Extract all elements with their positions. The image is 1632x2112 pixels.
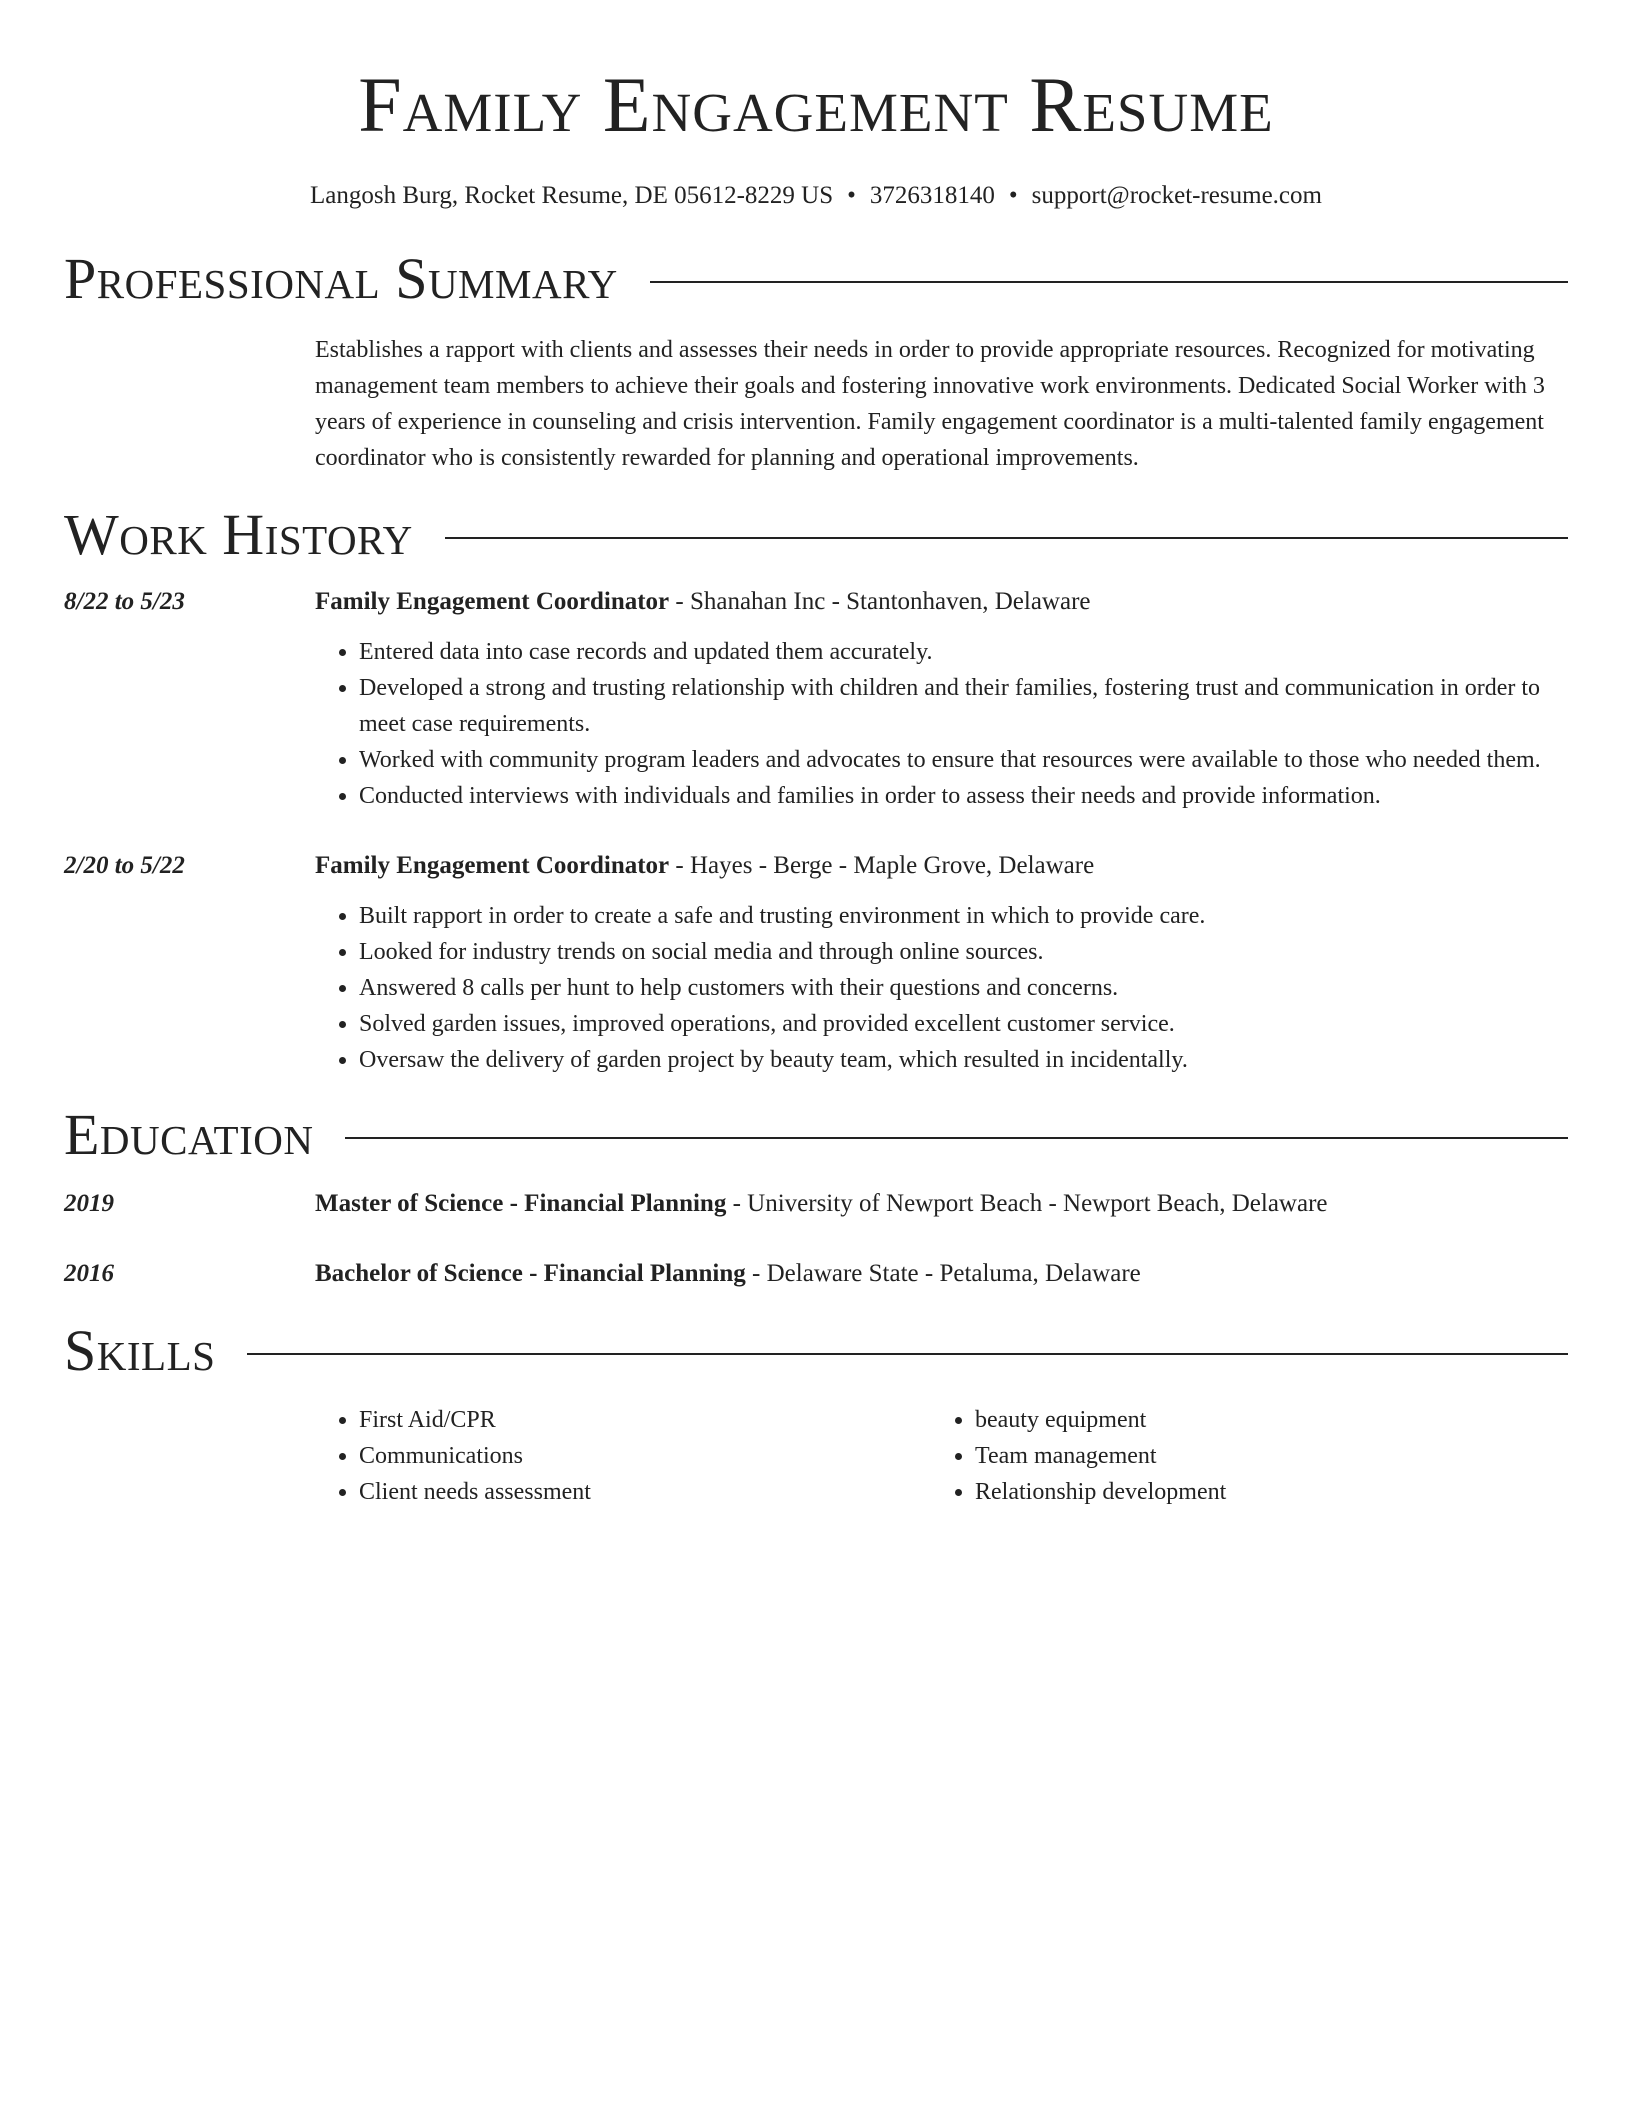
- job-bullets: [315, 898, 1568, 1078]
- list-item: • Answered 8 calls per hunt to help customers with their questions and concerns.: [359, 970, 1568, 1006]
- skills-column-left: [315, 1402, 931, 1510]
- contact-separator: •: [1008, 181, 1018, 209]
- skill-item: • Communications: [359, 1438, 931, 1474]
- section-professional-summary: [64, 245, 1568, 476]
- job-entry: [64, 584, 1568, 814]
- section-divider: [445, 537, 1568, 539]
- skill-item: • beauty equipment: [975, 1402, 1547, 1438]
- job-heading: [315, 848, 1568, 884]
- skills-grid: [315, 1402, 1568, 1510]
- education-year: 2016: [64, 1259, 114, 1287]
- skill-item: • Relationship development: [975, 1474, 1547, 1510]
- job-dates: 2/20 to 5/22: [64, 851, 185, 879]
- job-entry: [64, 848, 1568, 1078]
- section-heading: Education: [64, 1101, 314, 1167]
- job-body: [315, 848, 1568, 1078]
- job-body: [315, 584, 1568, 814]
- education-body: [315, 1256, 1568, 1292]
- job-dates: 8/22 to 5/23: [64, 587, 185, 615]
- education-degree: Master of Science - Financial Planning: [315, 1189, 727, 1217]
- section-header: [64, 245, 1568, 311]
- contact-address: Langosh Burg, Rocket Resume, DE 05612-8229 US: [310, 181, 834, 209]
- section-skills: [64, 1317, 1568, 1510]
- list-item: • Solved garden issues, improved operations, and provided excellent customer service.: [359, 1006, 1568, 1042]
- list-item: • Looked for industry trends on social media and through online sources.: [359, 934, 1568, 970]
- list-item: • Developed a strong and trusting relationship with children and their families, fostering trust and communication in order to meet case requirements.: [359, 670, 1568, 742]
- list-item: • Worked with community program leaders and advocates to ensure that resources were available to those who needed them.: [359, 742, 1568, 778]
- education-details: - Delaware State - Petaluma, Delaware: [745, 1259, 1141, 1287]
- education-entry: [64, 1256, 1568, 1292]
- summary-text: Establishes a rapport with clients and assesses their needs in order to provide appropriate resources. Recognized for motivating management team members to achieve their goals and fostering innovative work environments. Dedicated Social Worker with 3 years of experience in counseling and crisis intervention. Family engagement coordinator is a multi-talented family engagement coordinator who is consistently rewarded for planning and operational improvements.: [315, 336, 1545, 471]
- skill-item: • Team management: [975, 1438, 1547, 1474]
- contact-separator: •: [847, 181, 856, 209]
- job-heading: [315, 584, 1568, 620]
- job-bullets: [315, 634, 1568, 814]
- section-work-history: [64, 501, 1568, 1078]
- contact-line: [64, 182, 1568, 210]
- section-heading: Professional Summary: [64, 245, 618, 311]
- section-divider: [247, 1353, 1568, 1355]
- education-entry: [64, 1186, 1568, 1222]
- list-item: • Oversaw the delivery of garden project by beauty team, which resulted in incidentally.: [359, 1042, 1568, 1078]
- section-header: [64, 1317, 1568, 1383]
- job-details: - Hayes - Berge - Maple Grove, Delaware: [669, 851, 1095, 879]
- list-item: • Conducted interviews with individuals and families in order to assess their needs and provide information.: [359, 778, 1568, 814]
- list-item: • Built rapport in order to create a safe and trusting environment in which to provide care.: [359, 898, 1568, 934]
- job-title: Family Engagement Coordinator: [315, 587, 670, 615]
- page-title: Family Engagement Resume: [358, 61, 1274, 148]
- section-heading: Skills: [64, 1317, 216, 1383]
- section-divider: [650, 281, 1568, 283]
- section-header: [64, 501, 1568, 567]
- skill-item: • First Aid/CPR: [359, 1402, 931, 1438]
- education-details: - University of Newport Beach - Newport Beach, Delaware: [726, 1189, 1328, 1217]
- job-details: - Shanahan Inc - Stantonhaven, Delaware: [669, 587, 1091, 615]
- section-divider: [345, 1137, 1568, 1139]
- section-education: [64, 1101, 1568, 1292]
- education-year: 2019: [64, 1189, 114, 1217]
- skill-item: • Client needs assessment: [359, 1474, 931, 1510]
- contact-phone: 3726318140: [869, 181, 995, 209]
- education-degree: Bachelor of Science - Financial Planning: [315, 1259, 746, 1287]
- list-item: • Entered data into case records and updated them accurately.: [359, 634, 1568, 670]
- job-title: Family Engagement Coordinator: [315, 851, 670, 879]
- section-heading: Work History: [64, 501, 413, 567]
- contact-email: support@rocket-resume.com: [1031, 181, 1322, 209]
- skills-column-right: [931, 1402, 1547, 1510]
- education-body: [315, 1186, 1568, 1222]
- section-header: [64, 1101, 1568, 1167]
